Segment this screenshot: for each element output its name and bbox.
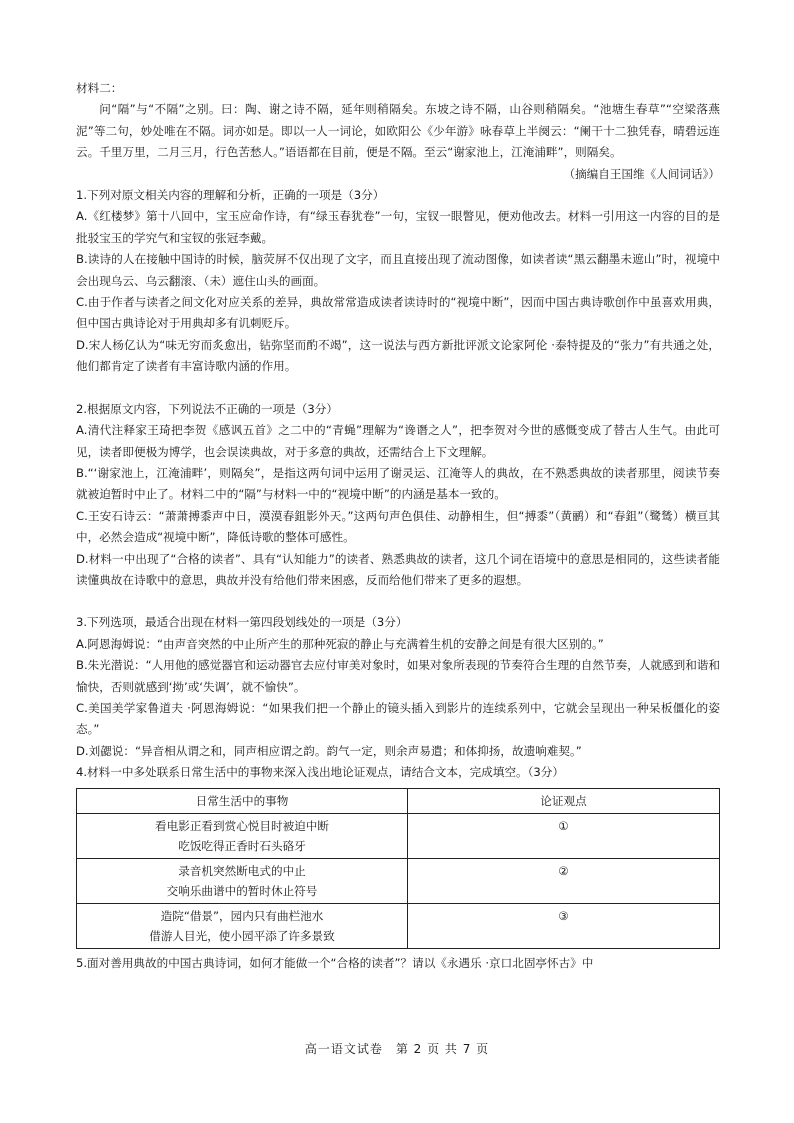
question-3-option-b: B.朱光潜说：“人用他的感觉器官和运动器官去应付审美对象时，如果对象所表现的节奏符合生理的自然节奏，人就感到和谐和愉快，否则就感到‘拗’或‘失调’，就不愉快”。 — [76, 658, 720, 694]
table-row — [77, 813, 720, 858]
table-cell-things — [77, 813, 408, 858]
question-2-option-c: C.王安石诗云：“萧萧搏黍声中日，漠漠春鉏影外天。”这两句声色俱佳、动静相生，但“搏黍”（黄鹂）和“春鉏”（鹭鸶）横亘其中，必然会造成“视境中断”，降低诗歌的整体可感性。 — [76, 508, 720, 545]
question-2-option-a: A.清代注释家王琦把李贺《感讽五首》之二中的“青蝇”理解为“谗谮之人”，把李贺对今世的感慨变成了替古人生气。由此可见，读者即便极为博学，也会误读典故，对于多意的典故，还需结合上下文理解。 — [76, 423, 720, 459]
exam-page-body — [76, 78, 720, 974]
table-cell-line: 造院“借景”，园内只有曲栏池水 — [160, 908, 324, 923]
question-2-stem: 2.根据原文内容，下列说法不正确的一项是（3分） — [76, 401, 338, 416]
spacer — [76, 591, 720, 612]
page-footer: 高一语文试卷 第 2 页 共 7 页 — [304, 1042, 490, 1056]
table-cell-line: 交响乐曲谱中的暂时休止符号 — [166, 883, 318, 898]
table-cell-line: 录音机突然断电式的中止 — [178, 863, 306, 878]
material2-source: （摘编自王国维《人间词话》） — [563, 166, 720, 181]
question-3-option-a: A.阿恩海姆说：“由声音突然的中止所产生的那种死寂的静止与充满着生机的安静之间是有很大区别的。” — [76, 636, 604, 651]
table-cell-things — [77, 858, 408, 903]
table-cell-point-blank[interactable]: ③ — [408, 903, 720, 948]
table-header-row — [77, 788, 720, 813]
question-2-option-b: B.“‘谢家池上，江淹浦畔’，则隔矣”，是指这两句词中运用了谢灵运、江淹等人的典故，在不熟悉典故的读者那里，阅读节奏就被迫暂时中止了。材料二中的“隔”与材料一中的“视境中断”的内涵是基本一致的。 — [76, 465, 720, 502]
table-cell-line: 吃饭吃得正香时石头硌牙 — [178, 838, 306, 853]
question-3-option-d: D.刘勰说：“异音相从谓之和，同声相应谓之韵。韵气一定，则余声易遣；和体抑扬，故遗响难契。” — [76, 743, 582, 758]
question-3-stem: 3.下列选项，最适合出现在材料一第四段划线处的一项是（3分） — [76, 615, 408, 630]
material2-paragraph: 问“隔”与“不隔”之别。曰：陶、谢之诗不隔，延年则稍隔矣。东坡之诗不隔，山谷则稍隔矣。“池塘生春草”“空梁落燕泥”等二句，妙处唯在不隔。词亦如是。即以一人一词论，如欧阳公《少年游》咏春草上半阕云：“阑干十二独凭春，晴碧远连云。千里万里，二月三月，行色苦愁人。”语语都在目前，便是不隔。至云“谢家池上，江淹浦畔”，则隔矣。 — [76, 102, 720, 160]
question-3-option-c: C.美国美学家鲁道夫 ·阿恩海姆说：“如果我们把一个静止的镜头插入到影片的连续系列中，它就会呈现出一种呆板僵化的姿态。” — [76, 700, 720, 737]
table-row — [77, 903, 720, 948]
question-2-option-d: D.材料一中出现了“合格的读者”、具有“认知能力”的读者、熟悉典故的读者，这几个词在语境中的意思是相同的，这些读者能读懂典故在诗歌中的意思，典故并没有给他们带来困惑，反而给他们带来了更多的遐想。 — [76, 551, 720, 587]
question-1-option-d: D.宋人杨亿认为“味无穷而炙愈出，钻弥坚而酌不竭”，这一说法与西方新批评派文论家阿伦 ·泰特提及的“张力”有共通之处，他们都肯定了读者有丰富诗歌内涵的作用。 — [76, 337, 720, 374]
table-cell-line: 看电影正看到赏心悦目时被迫中断 — [155, 818, 329, 833]
table-header-things: 日常生活中的事物 — [77, 788, 408, 813]
table-cell-point-blank[interactable]: ① — [408, 813, 720, 858]
question-1-option-c: C.由于作者与读者之间文化对应关系的差异，典故常常造成读者读诗时的“视境中断”，因而中国古典诗歌创作中虽喜欢用典，但中国古典诗论对于用典却多有讥刺贬斥。 — [76, 295, 720, 331]
question-1-stem: 1.下列对原文相关内容的理解和分析，正确的一项是（3分） — [76, 188, 385, 203]
question-1-option-a: A.《红楼梦》第十八回中，宝玉应命作诗，有“绿玉春犹卷”一句，宝钗一眼瞥见，便劝他改去。材料一引用这一内容的目的是批驳宝玉的学究气和宝钗的张冠李戴。 — [76, 209, 720, 245]
table-row — [77, 858, 720, 903]
spacer — [76, 378, 720, 399]
table-cell-point-blank[interactable]: ② — [408, 858, 720, 903]
table-header-points: 论证观点 — [408, 788, 720, 813]
material2-heading: 材料二： — [76, 81, 123, 95]
question-4-stem: 4.材料一中多处联系日常生活中的事物来深入浅出地论证观点，请结合文本，完成填空。（3分） — [76, 765, 564, 780]
question-1-option-b: B.读诗的人在接触中国诗的时候，脑荧屏不仅出现了文字，而且直接出现了流动图像，如读者读“黑云翻墨未遮山”时，视境中会出现乌云、乌云翻滚、（未）遮住山头的画面。 — [76, 252, 720, 288]
question-5-stem: 5.面对善用典故的中国古典诗词，如何才能做一个“合格的读者”？请以《永遇乐 ·京口北固亭怀古》中 — [76, 955, 594, 970]
argument-table — [76, 788, 720, 949]
table-cell-things — [77, 903, 408, 948]
table-cell-line: 借游人目光，使小园平添了许多景致 — [149, 928, 335, 943]
